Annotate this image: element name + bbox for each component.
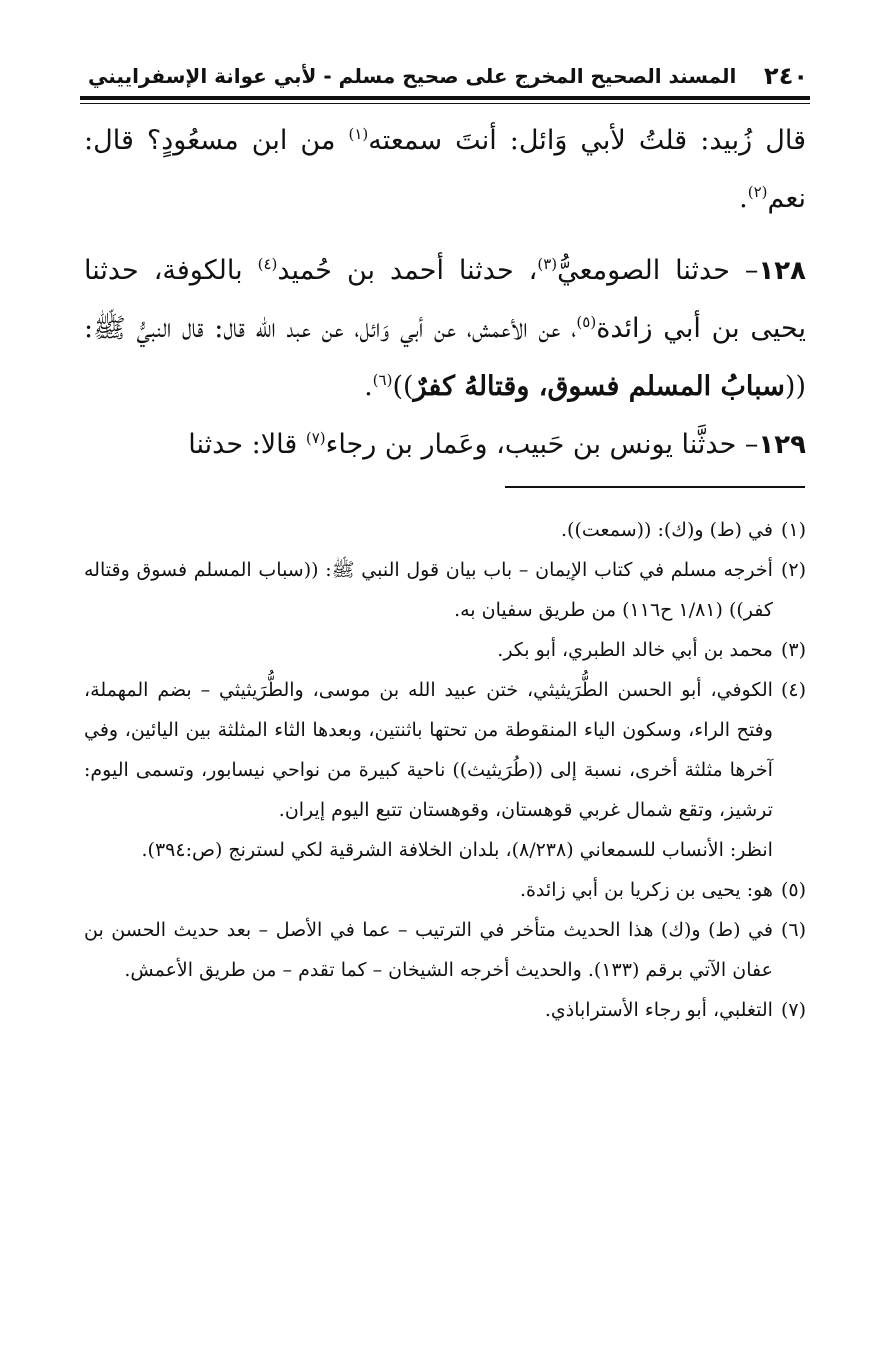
footnote-4 xyxy=(84,670,806,870)
footnote-text: الكوفي، أبو الحسن الطُّرَيثيثي، ختن عبيد الله بن موسى، والطُّرَيثيثي – بضم المهملة، وفتح الراء، وسكون الياء المنقوطة من تحتها باثنتين، وبعدها الثاء المثلثة بين اليائين، وفي آخرها مثلثة أخرى، نسبة إلى ((طُرَيثيث)) ناحية كبيرة من نواحي نيسابور، وتسمى اليوم: ترشيز، وتقع شمال غربي قوهستان، وقوهستان تتبع اليوم إيران. xyxy=(84,679,773,821)
hadith-128 xyxy=(84,242,806,416)
footnote-7 xyxy=(84,990,806,1030)
running-header xyxy=(88,56,808,96)
footnote-number: (٦) xyxy=(780,919,806,941)
text-run: قالا: حدثنا xyxy=(188,429,306,460)
footnote-text: في (ط) و(ك) هذا الحديث متأخر في الترتيب – عما في الأصل – بعد حديث الحسن بن عفان الآتي برقم (١٣٣). والحديث أخرجه الشيخان – كما تقدم – من طريق الأعمش. xyxy=(84,919,773,981)
footnote-number: (٣) xyxy=(780,639,806,661)
text-run: . xyxy=(364,371,373,402)
page-number: ٢٤٠ xyxy=(764,62,808,90)
text-run: . xyxy=(739,183,748,214)
footnote-text: في (ط) و(ك): ((سمعت)). xyxy=(561,519,773,541)
footnote-3 xyxy=(84,630,806,670)
text-run: ، حدثنا أحمد بن حُميد xyxy=(277,255,538,286)
header-rule-thin xyxy=(80,103,810,104)
footnote-number: (٧) xyxy=(780,999,806,1021)
footnote-5 xyxy=(84,870,806,910)
header-rule-thick xyxy=(80,96,810,100)
text-run: – حدثنا الصومعيُّ xyxy=(557,255,759,286)
footnote-separator xyxy=(505,486,805,488)
footnote-number: (٤) xyxy=(780,679,806,701)
footnote-number: (٢) xyxy=(780,559,806,581)
hadith-129 xyxy=(84,416,806,474)
footnote-text: التغلبي، أبو رجاء الأستراباذي. xyxy=(544,999,773,1021)
running-title: المسند الصحيح المخرج على صحيح مسلم - لأبي عوانة الإسفراييني xyxy=(88,64,737,88)
footnote-6 xyxy=(84,910,806,990)
text-run: )) xyxy=(392,371,414,402)
footnote-ref-1: (١) xyxy=(348,125,369,143)
footnotes xyxy=(84,510,806,1030)
footnote-number: (٥) xyxy=(780,879,806,901)
footnote-text: محمد بن أبي خالد الطبري، أبو بكر. xyxy=(497,639,773,661)
footnote-number: (١) xyxy=(780,519,806,541)
text-run: قال زُبيد: قلتُ لأبي وَائل: أنتَ سمعته xyxy=(368,125,807,156)
footnote-2 xyxy=(84,550,806,630)
footnote-text: انظر: الأنساب للسمعاني (٨/٢٣٨)، بلدان الخلافة الشرقية لكي لسترنج (ص:٣٩٤). xyxy=(141,839,773,861)
text-run: من ابن مسعُودٍ؟ قال: نعم xyxy=(84,125,806,214)
paragraph-zubaid xyxy=(84,112,806,228)
footnote-text: هو: يحيى بن زكريا بن أبي زائدة. xyxy=(519,879,773,901)
footnote-1 xyxy=(84,510,806,550)
text-run: – حدثَّنا يونس بن حَبيب، وعَمار بن رجاء xyxy=(325,429,759,460)
main-text xyxy=(84,112,806,474)
footnote-ref-2: (٢) xyxy=(747,183,768,201)
hadith-number: ١٢٩ xyxy=(758,430,806,460)
footnote-text: أخرجه مسلم في كتاب الإيمان – باب بيان قول النبي ﷺ: ((سباب المسلم فسوق وقتاله كفر)) (١/٨١ ح١١٦) من طريق سفيان به. xyxy=(84,559,773,621)
hadith-quote: سبابُ المسلم فسوق، وقتالهُ كفرٌ xyxy=(413,371,785,402)
footnote-ref-6: (٦) xyxy=(372,371,393,389)
text-run: بالكوفة، حدثنا يحيى بن أبي زائدة xyxy=(84,255,806,344)
hadith-number: ١٢٨ xyxy=(758,256,806,286)
footnote-ref-3: (٣) xyxy=(537,255,558,273)
footnote-ref-4: (٤) xyxy=(257,255,278,273)
footnote-ref-5: (٥) xyxy=(576,313,597,331)
text-run: ، عن الأعمش، عن أبي وَائل، عن عبد الله قال: قال النبيُّ ﷺ: (( xyxy=(84,313,806,402)
footnote-ref-7: (٧) xyxy=(305,429,326,447)
